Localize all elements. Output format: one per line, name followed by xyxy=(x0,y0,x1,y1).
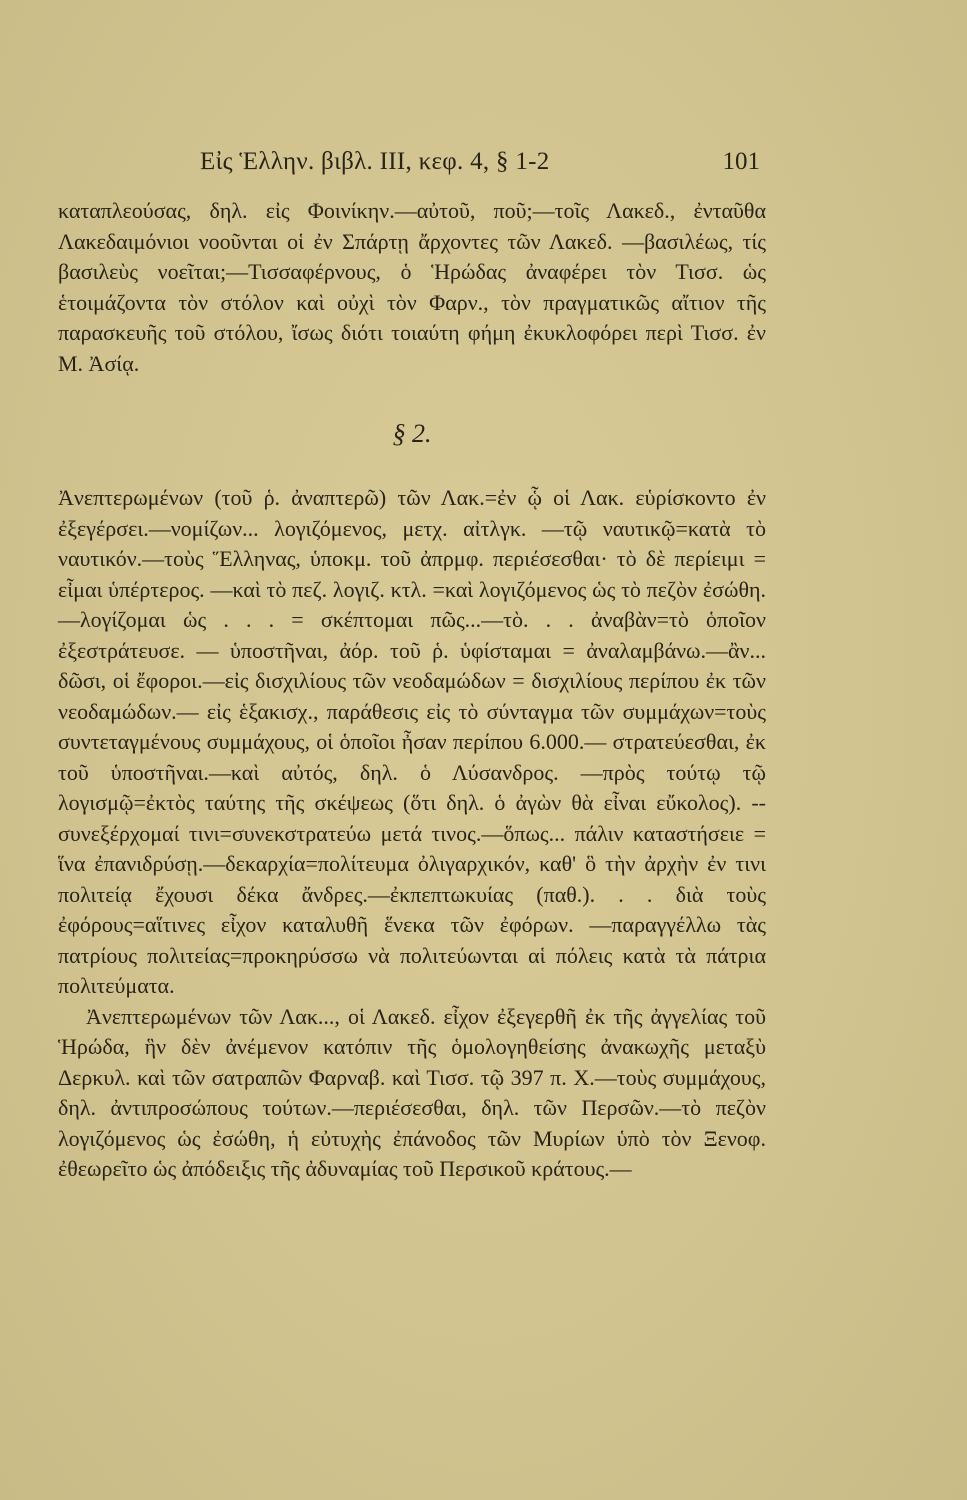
running-title: Εἰς Ἑλλην. βιβλ. III, κεφ. 4, § 1-2 xyxy=(200,148,550,175)
section-heading: § 2. xyxy=(392,419,432,448)
page-number: 101 xyxy=(722,148,760,175)
paragraph-commentary-section-1: καταπλεούσας, δηλ. εἰς Φοινίκην.—αὐτοῦ, ποῦ;—τοῖς Λακεδ., ἐνταῦθα Λακεδαιμόνιοι νοοῦνται οἱ ἐν Σπάρτῃ ἄρχοντες τῶν Λακεδ. —βασιλέως, τίς βασιλεὺς νοεῖται;—Τισσαφέρνους, ὁ Ἡρώδας ἀναφέρει τὸν Τισσ. ὡς ἑτοιμάζοντα τὸν στόλον καὶ οὐχὶ τὸν Φαρν., τὸν πραγματικῶς αἴτιον τῆς παρασκευῆς τοῦ στόλου, ἴσως διότι τοιαύτη φήμη ἐκυκλοφόρει περὶ Τισσ. ἐν Μ. Ἀσίᾳ. xyxy=(58,198,766,376)
paragraph-vocabulary-notes: Ἀνεπτερωμένων (τοῦ ῥ. ἀναπτερῶ) τῶν Λακ.=ἐν ᾧ οἱ Λακ. εὑρίσκοντο ἐν ἐξεγέρσει.—νομίζων... λογιζόμενος, μετχ. αἰτλγκ. —τῷ ναυτικῷ=κατὰ τὸ ναυτικόν.—τοὺς Ἕλληνας, ὑποκμ. τοῦ ἀπρμφ. περιέσεσθαι· τὸ δὲ περίειμι = εἶμαι ὑπέρτερος. —καὶ τὸ πεζ. λογιζ. κτλ. =καὶ λογιζόμενος ὡς τὸ πεζὸν ἐσώθη. —λογίζομαι ὡς . . . = σκέπτομαι πῶς...—τὸ. . . ἀναβὰν=τὸ ὁποῖον ἐξεστράτευσε. — ὑποστῆναι, ἀόρ. τοῦ ῥ. ὑφίσταμαι = ἀναλαμβάνω.—ἂν... δῶσι, οἱ ἔφοροι.—εἰς δισχιλίους τῶν νεοδαμώδων = δισχιλίους περίπου ἐκ τῶν νεοδαμώδων.— εἰς ἑξακισχ., παράθεσις εἰς τὸ σύνταγμα τῶν συμμάχων=τοὺς συντεταγμένους συμμάχους, οἱ ὁποῖοι ἦσαν περίπου 6.000.— στρατεύεσθαι, ἐκ τοῦ ὑποστῆναι.—καὶ αὐτός, δηλ. ὁ Λύσανδρος. —πρὸς τούτῳ τῷ λογισμῷ=ἐκτὸς ταύτης τῆς σκέψεως (ὅτι δηλ. ὁ ἀγὼν θὰ εἶναι εὔκολος). -- συνεξέρχομαί τινι=συνεκστρατεύω μετά τινος.—ὅπως... πάλιν καταστήσειε = ἵνα ἐπανιδρύσῃ.—δεκαρχία=πολίτευμα ὀλιγαρχικόν, καθ' ὃ τὴν ἀρχὴν ἐν τινι πολιτείᾳ ἔχουσι δέκα ἄνδρες.—ἐκπεπτωκυίας (παθ.). . . διὰ τοὺς ἐφόρους=αἵτινες εἶχον καταλυθῆ ἕνεκα τῶν ἐφόρων. —παραγγέλλω τὰς πατρίους πολιτείας=προκηρύσσω νὰ πολιτεύωνται αἱ πόλεις κατὰ τὰ πάτρια πολιτεύματα. xyxy=(58,485,766,998)
main-text xyxy=(58,196,766,1185)
page-header xyxy=(200,148,760,184)
paragraph-explanatory-notes: Ἀνεπτερωμένων τῶν Λακ..., οἱ Λακεδ. εἶχον ἐξεγερθῆ ἐκ τῆς ἀγγελίας τοῦ Ἡρώδα, ἣν δὲν ἀνέμενον κατόπιν τῆς ὁμολογηθείσης ἀνακωχῆς μεταξὺ Δερκυλ. καὶ τῶν σατραπῶν Φαρναβ. καὶ Τισσ. τῷ 397 π. Χ.—τοὺς συμμάχους, δηλ. ἀντιπροσώπους τούτων.—περιέσεσθαι, δηλ. τῶν Περσῶν.—τὸ πεζὸν λογιζόμενος ὡς ἐσώθη, ἡ εὐτυχὴς ἐπάνοδος τῶν Μυρίων ὑπὸ τὸν Ξενοφ. ἐθεωρεῖτο ὡς ἀπόδειξις τῆς ἀδυναμίας τοῦ Περσικοῦ κράτους.— xyxy=(58,1003,766,1181)
